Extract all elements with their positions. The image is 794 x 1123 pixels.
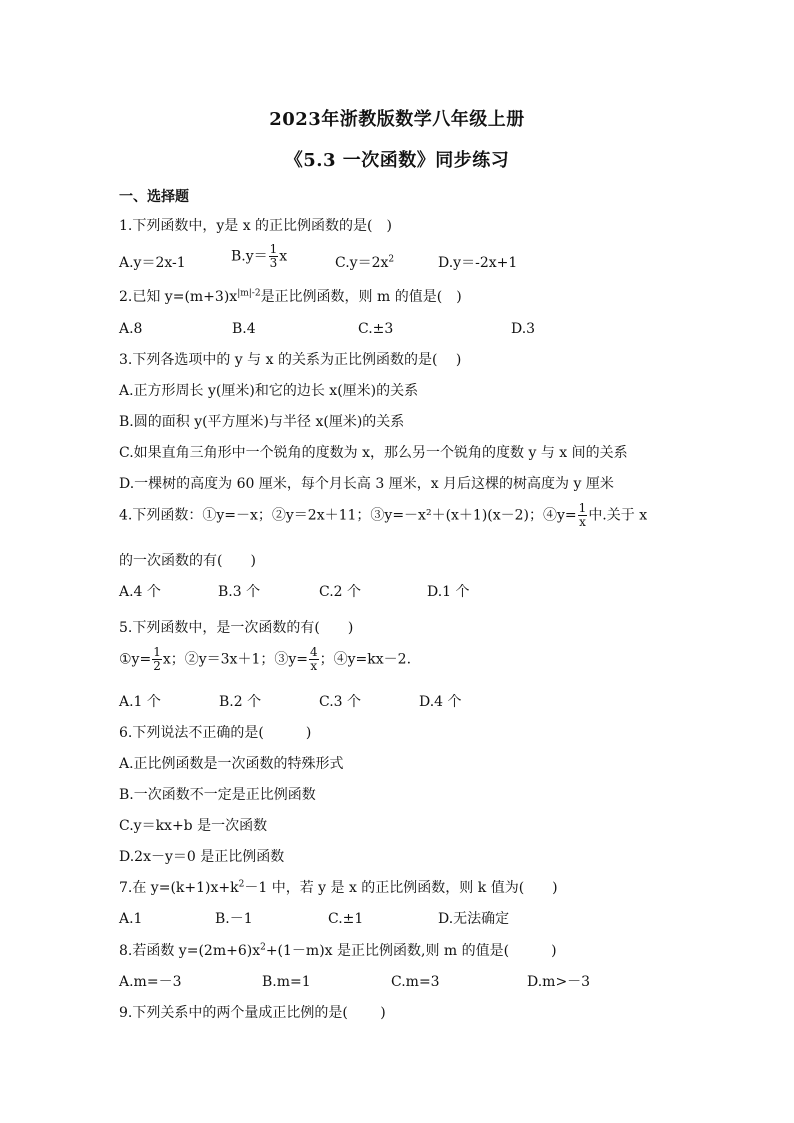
question-5-option-b: B.2 个 [219,694,262,710]
question-5-stem: 5.下列函数中，是一次函数的有( ) [119,620,354,636]
question-3-stem: 3.下列各选项中的 y 与 x 的关系为正比例函数的是( ) [119,352,462,368]
question-2-option-c: C.±3 [358,321,394,337]
question-7-option-d: D.无法确定 [438,911,510,927]
question-2-option-d: D.3 [511,321,536,337]
fraction: $\frac{1}{2}$ [153,645,161,673]
question-5-functions: ①y= $\frac{1}{2}$ x；②y＝3x＋1；③y= $\frac{4}{x}$ ；④y=kx－2. [119,645,412,673]
question-1-option-b: B.y＝ $\frac{1}{3}$ x [231,242,288,270]
question-5-option-a: A.1 个 [119,694,161,710]
question-4-option-b: B.3 个 [218,584,261,600]
question-4-stem: 4.下列函数：①y=－x；②y＝2x＋11；③y=－x²＋(x＋1)(x－2)；④y= $\frac{1}{x}$ 中.关于 x [119,501,648,529]
question-7-option-a: A.1 [119,911,143,927]
question-5-option-c: C.3 个 [319,694,362,710]
question-8-option-c: C.m=3 [391,974,440,990]
question-2-option-b: B.4 [232,321,256,337]
document-title: 2023年浙教版数学八年级上册 [269,109,525,130]
question-1-stem: 1.下列函数中，y是 x 的正比例函数的是( ) [119,218,392,234]
question-4-option-c: C.2 个 [319,584,362,600]
question-7-stem: 7.在 $y=(k+1)x+k^2-1$ 中，若 y 是 x 的正比例函数，则 k 值为( ) [119,879,558,896]
section-heading: 一、选择题 [119,189,189,205]
question-8-option-b: B.m=1 [262,974,311,990]
question-3-option-d: D.一棵树的高度为 60 厘米，每个月长高 3 厘米，x 月后这棵的树高度为 y 厘米 [119,476,614,492]
question-8-option-a: A.m=－3 [119,974,182,990]
question-9-stem: 9.下列关系中的两个量成正比例的是( ) [119,1005,386,1021]
question-6-option-c: C.y＝kx+b 是一次函数 [119,818,268,834]
fraction: $\frac{1}{3}$ [269,242,278,270]
question-8-option-d: D.m>－3 [527,974,591,990]
question-6-stem: 6.下列说法不正确的是( ) [119,725,312,741]
document-subtitle: 《5.3 一次函数》同步练习 [284,150,510,171]
question-2-stem: 2.已知 $y=(m+3)x^{|m|-2}$是正比例函数，则 m 的值是( ) [119,288,462,305]
question-6-option-a: A.正比例函数是一次函数的特殊形式 [119,756,344,772]
question-7-option-b: B.－1 [215,911,253,927]
question-3-option-a: A.正方形周长 y(厘米)和它的边长 x(厘米)的关系 [119,383,419,399]
fraction: $\frac{1}{x}$ [578,501,587,529]
question-7-option-c: C.±1 [328,911,364,927]
question-4-option-a: A.4 个 [119,584,161,600]
question-4-option-d: D.1 个 [427,584,470,600]
question-3-option-c: C.如果直角三角形中一个锐角的度数为 x，那么另一个锐角的度数 y 与 x 间的关系 [119,445,628,461]
question-1-option-c: $C.y=2x^2$ [335,254,395,271]
question-4-stem-continued: 的一次函数的有( ) [119,553,256,569]
question-6-option-d: D.2x－y＝0 是正比例函数 [119,849,285,865]
question-5-option-d: D.4 个 [419,694,462,710]
question-6-option-b: B.一次函数不一定是正比例函数 [119,787,316,803]
fraction: $\frac{4}{x}$ [310,645,318,673]
question-1-option-d: D.y＝-2x+1 [438,255,518,271]
question-3-option-b: B.圆的面积 y(平方厘米)与半径 x(厘米)的关系 [119,414,405,430]
question-2-option-a: A.8 [119,321,143,337]
question-8-stem: 8.若函数 $y=(2m+6)x^2+(1-m)x$ 是正比例函数,则 m 的值是( ) [119,942,557,959]
question-1-option-a: A.y＝2x-1 [119,255,186,271]
